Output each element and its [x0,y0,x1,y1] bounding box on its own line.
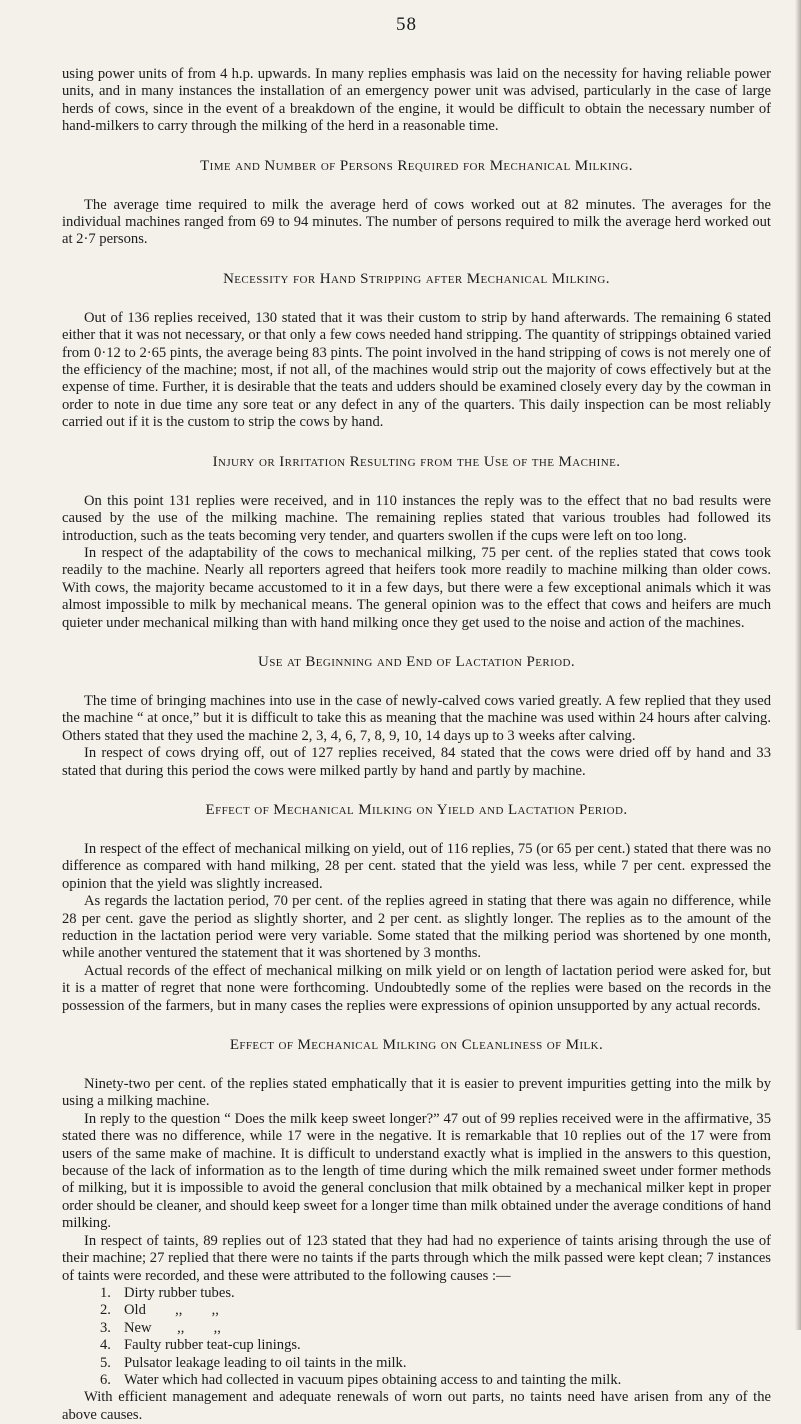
paragraph-cleanliness-2: In reply to the question “ Does the milk keep sweet longer?” 47 out of 99 replies received were in the affirmative, 35 stated there was no difference, while 17 were in the negative. It is remarkable that 10 replies out of the 17 were from users of the same make of machine. It is difficult to understand exactly what is implied in the answers to this question, because of the lack of information as to the length of time during which the milk remained sweet under former methods of milking, but it is impossible to avoid the general conclusion that milk obtained by a mechanical milker kept in proper order should be cleaner, and should keep sweet for a longer time than milk obtained under the average conditions of hand milking. [62,1110,772,1232]
paragraph-lactation-use-2: In respect of cows drying off, out of 127 replies received, 84 stated that the cows were dried off by hand and 33 stated that during this period the cows were milked partly by hand and partly by machine. [62,745,771,779]
list-item: 4. Faulty rubber teat-cup linings. [100,1337,301,1354]
heading-cleanliness: Effect of Mechanical Milking on Cleanliness of Milk. [229,1037,604,1054]
paragraph-injury-1: On this point 131 replies were received, and in 110 instances the reply was to the effect that no bad results were caused by the use of the milking machine. The remaining replies stated that various troubles had followed its introduction, such as the teats becoming very tender, and quarters swollen if the cups were left on too long. [62,492,771,544]
heading-lactation-use: Use at Beginning and End of Lactation Period. [257,653,576,670]
page-number: 58 [396,14,417,35]
paragraph-injury-2: In respect of the adaptability of the cows to mechanical milking, 75 per cent. of the replies stated that cows took readily to the machine. Nearly all reporters agreed that heifers took more readily to machine milking than older cows. With cows, the majority became accustomed to it in a few days, but there were a few exceptional animals which it was almost impossible to milk by mechanical means. The general opinion was to the effect that cows and heifers are much quieter under mechanical milking than with hand milking once they get used to the noise and action of the machines. [62,544,771,631]
heading-yield-lactation: Effect of Mechanical Milking on Yield and Lactation Period. [205,801,628,818]
page-edge-shadow [795,0,801,1330]
paragraph-yield-3: Actual records of the effect of mechanical milking on milk yield or on length of lactation period were asked for, but it is a matter of regret that none were forthcoming. Undoubtedly some of the replies were based on the records in the possession of the farmers, but in many cases the replies were expressions of opinion unsupported by any actual records. [62,962,771,1014]
intro-paragraph: using power units of from 4 h.p. upwards. In many replies emphasis was laid on the necessity for having reliable power units, and in many instances the installation of an emergency power unit was advised, particularly in the case of large herds of cows, since in the event of a breakdown of the engine, it would be difficult to obtain the necessary number of hand-milkers to carry through the milking of the herd in a reasonable time. [62,66,771,135]
taint-causes-list [62,1285,771,1389]
list-item: 6. Water which had collected in vacuum pipes obtaining access to and tainting the milk. [100,1371,622,1388]
paragraph-hand-stripping: Out of 136 replies received, 130 stated that it was their custom to strip by hand afterwards. The remaining 6 stated either that it was not necessary, or that only a few cows needed hand stripping. The quantity of strippings obtained varied from 0·12 to 2·65 pints, the average being 83 pints. The point involved in the hand stripping of cows is not merely one of the efficiency of the machine; most, if not all, of the machines would strip out the majority of cows effectively but at the expense of time. Further, it is desirable that the teats and udders should be examined closely every day by the cowman in order to note in due time any sore teat or any defect in any of the quarters. This daily inspection can be most reliably carried out if it is the custom to strip the cows by hand. [62,309,771,431]
list-item: 3. New ,, ,, [100,1319,221,1336]
paragraph-time-persons: The average time required to milk the average herd of cows worked out at 82 minutes. The averages for the individual machines ranged from 69 to 94 minutes. The number of persons required to milk the average herd worked out at 2·7 persons. [62,196,771,248]
heading-time-persons: Time and Number of Persons Required for Mechanical Milking. [200,157,633,174]
paragraph-lactation-use-1: The time of bringing machines into use in the case of newly-calved cows varied greatly. A few replied that they used the machine “ at once,” but it is difficult to take this as meaning that the machine was used within 24 hours after calving. Others stated that they used the machine 2, 3, 4, 6, 7, 8, 9, 10, 14 days up to 3 weeks after calving. [62,692,771,744]
heading-hand-stripping: Necessity for Hand Stripping after Mechanical Milking. [223,270,610,287]
closing-paragraph: With efficient management and adequate renewals of worn out parts, no taints need have arisen from any of the above causes. [62,1389,771,1423]
paragraph-cleanliness-1: Ninety-two per cent. of the replies stated emphatically that it is easier to prevent impurities getting into the milk by using a milking machine. [62,1076,771,1110]
list-item: 5. Pulsator leakage leading to oil taints in the milk. [100,1354,407,1371]
paragraph-yield-1: In respect of the effect of mechanical milking on yield, out of 116 replies, 75 (or 65 per cent.) stated that there was no difference as compared with hand milking, 28 per cent. stated that the yield was less, while 7 per cent. expressed the opinion that the yield was slightly increased. [62,840,771,892]
paragraph-cleanliness-3: In respect of taints, 89 replies out of 123 stated that they had had no experience of taints arising through the use of their machine; 27 replied that there were no taints if the parts through which the milk passed were kept clean; 7 instances of taints were recorded, and these were attributed to the following causes :— [62,1232,771,1284]
list-item: 2. Old ,, ,, [100,1302,219,1319]
list-item: 1. Dirty rubber tubes. [100,1284,235,1301]
paragraph-yield-2: As regards the lactation period, 70 per cent. of the replies agreed in stating that there was again no difference, while 28 per cent. gave the period as slightly shorter, and 2 per cent. as slightly longer. The replies as to the amount of the reduction in the lactation period were very variable. Some stated that the milking period was shortened by one month, while another ventured the statement that it was shortened by 3 months. [62,893,771,962]
heading-injury-irritation: Injury or Irritation Resulting from the Use of the Machine. [212,453,621,470]
